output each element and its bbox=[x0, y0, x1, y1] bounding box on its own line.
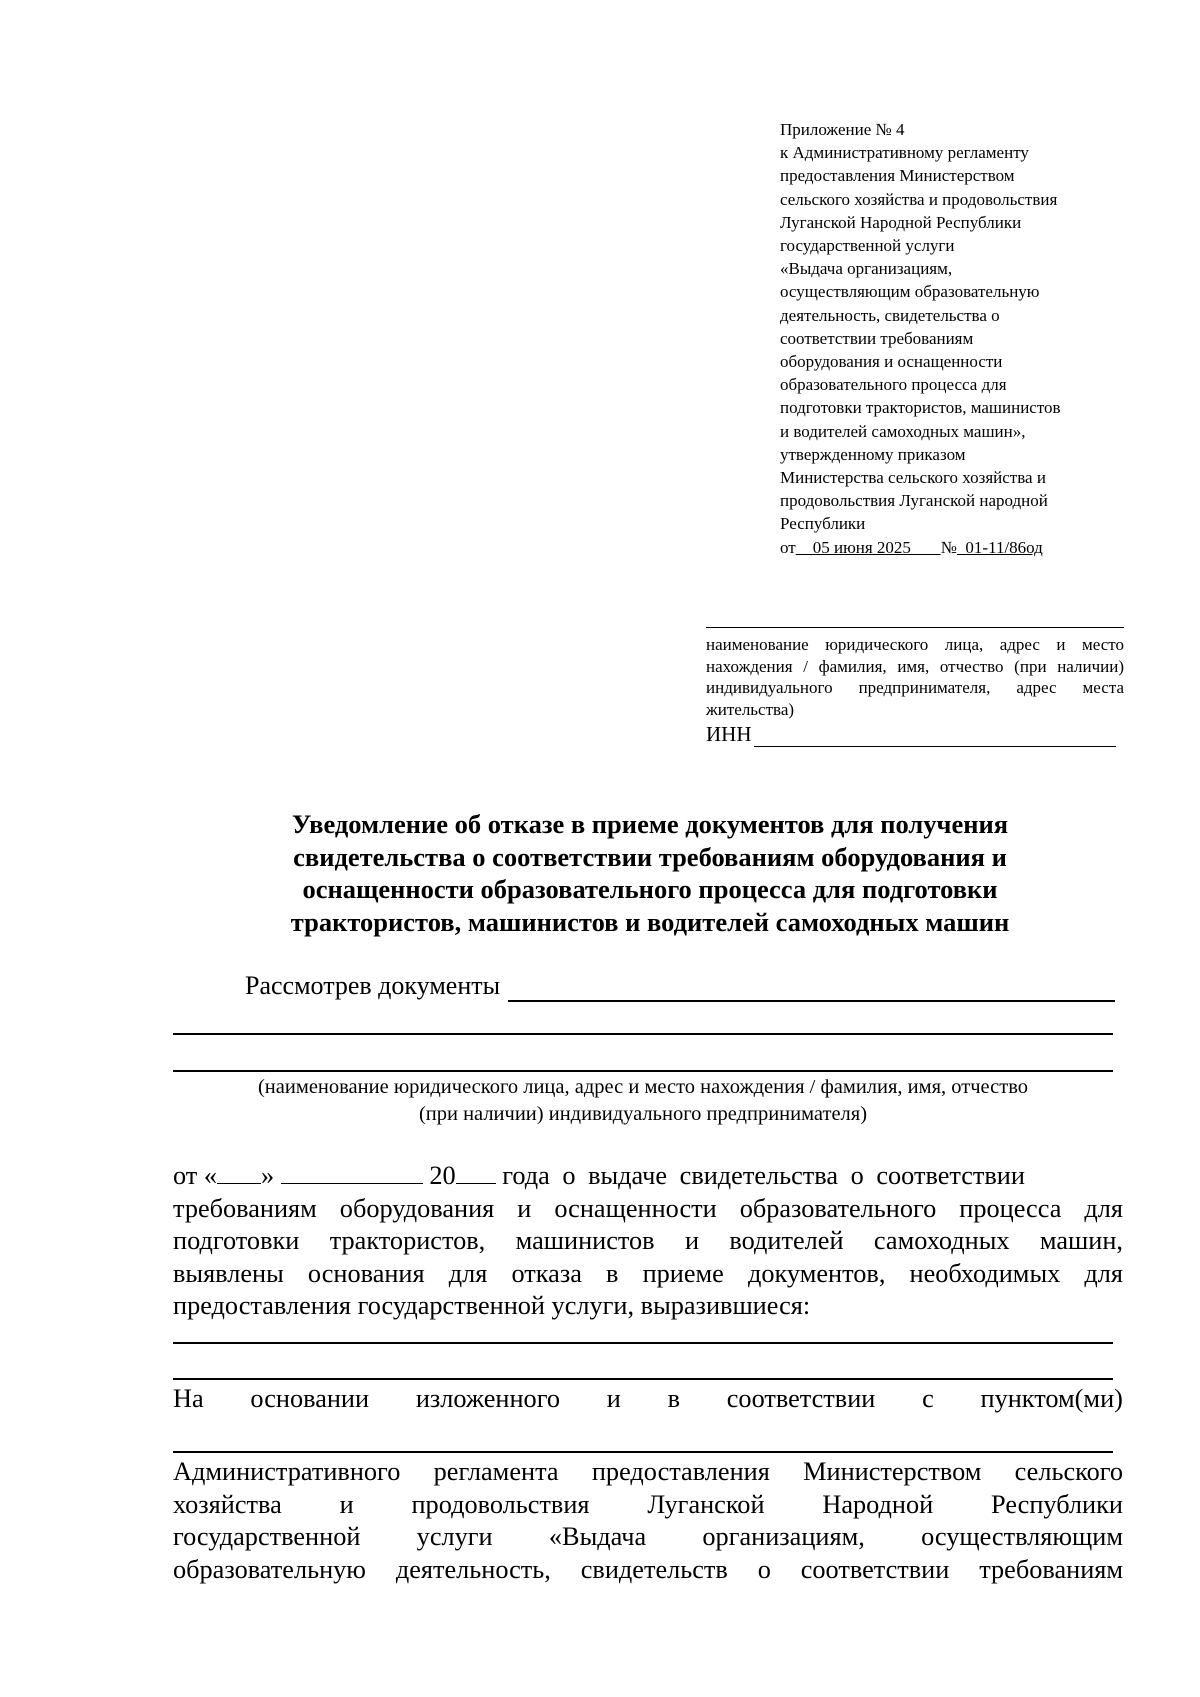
word: Луганской bbox=[647, 1489, 765, 1519]
appendix-line: предоставления Министерством bbox=[780, 166, 1015, 186]
word: с bbox=[922, 1384, 934, 1413]
order-date-value: 05 июня 2025 bbox=[812, 537, 911, 557]
appendix-line: продовольствия Луганской народной bbox=[780, 491, 1048, 511]
blank-line[interactable] bbox=[173, 1070, 1113, 1072]
inn-row bbox=[706, 721, 1124, 747]
appendix-block bbox=[780, 118, 1140, 559]
year-field[interactable] bbox=[456, 1161, 496, 1184]
title-line: трактористов, машинистов и водителей самоходных машин bbox=[290, 906, 1010, 937]
reviewed-documents-row bbox=[245, 970, 1115, 1002]
word: и bbox=[606, 1384, 621, 1413]
appendix-line: осуществляющим образовательную bbox=[780, 282, 1040, 302]
word: хозяйства bbox=[173, 1489, 282, 1519]
quote-open: « bbox=[203, 1161, 218, 1190]
regulation-paragraph bbox=[173, 1456, 1123, 1586]
word: продовольствия bbox=[411, 1489, 590, 1519]
appendix-line: соответствии требованиям bbox=[780, 328, 974, 348]
basis-paragraph bbox=[173, 1383, 1123, 1416]
appendix-line: оборудования и оснащенности bbox=[780, 352, 1003, 372]
clause-blank-line[interactable] bbox=[173, 1451, 1113, 1453]
reasons-blank-line[interactable] bbox=[173, 1378, 1113, 1380]
appendix-line: сельского хозяйства и продовольствия bbox=[780, 189, 1058, 209]
word: осуществляющим bbox=[921, 1522, 1123, 1551]
word: «Выдача bbox=[548, 1522, 647, 1551]
order-date bbox=[796, 538, 941, 557]
blank-line[interactable] bbox=[173, 1033, 1113, 1035]
appendix-line: и водителей самоходных машин», bbox=[780, 421, 1026, 441]
word: Народной bbox=[822, 1489, 934, 1519]
word: и bbox=[339, 1489, 354, 1519]
word: изложенного bbox=[415, 1384, 560, 1413]
word: основании bbox=[250, 1384, 370, 1413]
word: услуги bbox=[416, 1522, 493, 1551]
title-line: свидетельства о соответствии требованиям оборудования и bbox=[293, 841, 1007, 872]
title-line: Уведомление об отказе в приеме документов для получения bbox=[291, 809, 1009, 839]
recipient-block bbox=[706, 627, 1124, 747]
quote-close: » bbox=[261, 1161, 275, 1190]
word: На bbox=[173, 1384, 204, 1413]
applicant-caption-line: (наименование юридического лица, адрес и место нахождения / фамилия, имя, отчество bbox=[257, 1076, 1029, 1098]
order-number-value: 01-11/86од bbox=[965, 537, 1043, 557]
application-date-paragraph bbox=[173, 1160, 1123, 1323]
reviewed-documents-field[interactable] bbox=[508, 976, 1115, 1002]
order-number bbox=[957, 538, 1043, 557]
appendix-line: Приложение № 4 bbox=[780, 120, 905, 139]
inn-label: ИНН bbox=[706, 722, 752, 746]
applicant-caption bbox=[173, 1074, 1113, 1128]
word: организациям, bbox=[702, 1522, 865, 1551]
reviewed-documents-label: Рассмотрев документы bbox=[245, 971, 501, 1000]
appendix-line: Республики bbox=[780, 514, 866, 534]
paragraph-line: подготовки трактористов, машинистов и водителей самоходных машин, bbox=[173, 1226, 1123, 1255]
reasons-blank-line[interactable] bbox=[173, 1342, 1113, 1344]
appendix-line: к Административному регламенту bbox=[780, 143, 1029, 163]
applicant-caption-line: (при наличии) индивидуального предпринимателя) bbox=[418, 1103, 868, 1125]
year-prefix: 20 bbox=[429, 1161, 456, 1190]
paragraph-line bbox=[173, 1489, 1123, 1522]
order-date-line bbox=[780, 536, 1140, 559]
date-prefix: от bbox=[780, 537, 796, 557]
from-label: от bbox=[173, 1161, 198, 1190]
appendix-line: «Выдача организациям, bbox=[780, 259, 953, 279]
appendix-line: утвержденному приказом bbox=[780, 444, 966, 464]
appendix-line: государственной услуги bbox=[780, 236, 955, 256]
paragraph-text: года о выдаче свидетельства о соответствии bbox=[502, 1161, 1025, 1190]
paragraph-line bbox=[173, 1521, 1123, 1554]
word: государственной bbox=[173, 1522, 361, 1551]
document-title bbox=[170, 808, 1130, 938]
word: в bbox=[667, 1384, 680, 1413]
paragraph-line bbox=[173, 1160, 1123, 1193]
appendix-line: деятельность, свидетельства о bbox=[780, 305, 1000, 325]
appendix-line: Луганской Народной Республики bbox=[780, 212, 1022, 232]
appendix-line: подготовки трактористов, машинистов bbox=[780, 398, 1061, 418]
appendix-line: Министерства сельского хозяйства и bbox=[780, 468, 1046, 488]
day-field[interactable] bbox=[217, 1161, 261, 1184]
appendix-line: образовательного процесса для bbox=[780, 375, 1007, 395]
paragraph-line: Административного регламента предоставления Министерством сельского bbox=[173, 1457, 1123, 1486]
paragraph-line bbox=[173, 1383, 1123, 1416]
number-prefix: № bbox=[940, 537, 957, 557]
inn-field[interactable] bbox=[754, 726, 1117, 747]
paragraph-line: выявлены основания для отказа в приеме документов, необходимых для bbox=[173, 1258, 1123, 1288]
word: Республики bbox=[991, 1489, 1123, 1519]
recipient-caption: наименование юридического лица, адрес и место нахождения / фамилия, имя, отчество (при наличии) индивидуального предпринимателя, адрес места жительства) bbox=[706, 635, 1124, 719]
word: пунктом(ми) bbox=[980, 1384, 1123, 1413]
paragraph-line: образовательную деятельность, свидетельств о соответствии требованиям bbox=[173, 1554, 1123, 1584]
paragraph-line: требованиям оборудования и оснащенности образовательного процесса для bbox=[173, 1193, 1123, 1223]
title-line: оснащенности образовательного процесса для подготовки bbox=[302, 874, 998, 904]
month-field[interactable] bbox=[281, 1161, 423, 1184]
paragraph-line: предоставления государственной услуги, выразившиеся: bbox=[173, 1291, 811, 1320]
word: соответствии bbox=[726, 1384, 876, 1413]
